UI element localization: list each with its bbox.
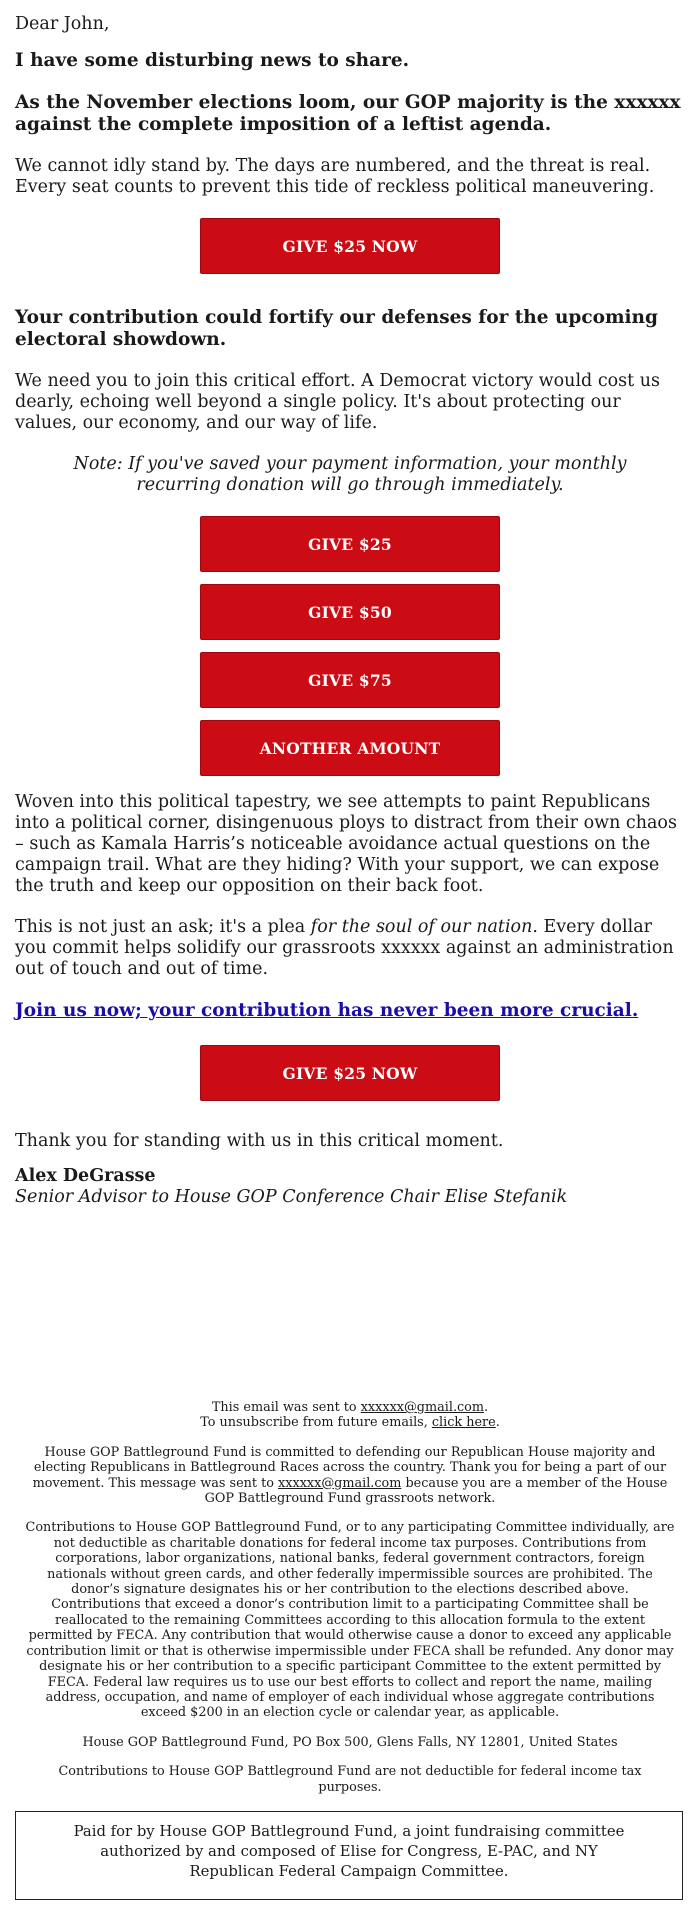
another-amount-button[interactable]: ANOTHER AMOUNT [200, 720, 500, 776]
about-fund-text [25, 1445, 675, 1507]
tax-deductible-note: Contributions to House GOP Battleground Fund are not deductible for federal income tax purposes. [58, 1764, 642, 1795]
signer-name: Alex DeGrasse [15, 1166, 156, 1186]
cta-paragraph [15, 1000, 685, 1022]
thank-you-text: Thank you for standing with us in this critical moment. [15, 1131, 504, 1151]
about-end: because you are a member of the House GOP Battleground Fund grassroots network. [204, 1475, 668, 1507]
paragraph-political-tapestry: Woven into this political tapestry, we see attempts to paint Republicans into a political corner, disingenuous ploys to distract from their own chaos – such as Kamala Harris’s noticeable avoidance actual questions on the campaign trail. What are they hiding? With your support, we can expose the truth and keep our opposition on their back foot. [15, 792, 677, 896]
paragraph-cannot-stand-by: We cannot idly stand by. The days are numbered, and the threat is real. Every seat counts to prevent this tide of reckless political maneuvering. [15, 156, 655, 197]
unsubscribe-prefix: To unsubscribe from future emails, [200, 1415, 432, 1431]
plea-text-end: . Every dollar you commit helps solidify our grassroots xxxxxx against an administration out of touch and out of time. [15, 917, 674, 979]
greeting: Dear John, [15, 14, 110, 34]
give-25-now-button-top[interactable]: GIVE $25 NOW [200, 218, 500, 274]
recipient-email-link[interactable]: xxxxxx@gmail.com [360, 1400, 485, 1415]
bottom-button-row [15, 1045, 685, 1101]
email-footer [25, 1400, 675, 1809]
signer-title: Senior Advisor to House GOP Conference Chair Elise Stefanik [15, 1187, 568, 1207]
legal-disclaimer: Contributions to House GOP Battleground Fund, or to any participating Committee individually, are not deductible as charitable donations for federal income tax purposes. Contributions from corporations, labor organizations, national banks, federal government contractors, foreign nationals without green cards, and other federally impermissible sources are prohibited. The donor’s signature designates his or her contribution to the elections described above. Contributions that exceed a donor’s contribution limit to a participating Committee shall be reallocated to the remaining Committees according to this allocation formula to the extent permitted by FECA. Any contribution that would otherwise cause a donor to exceed any applicable contribution limit or that is otherwise impermissible under FECA shall be refunded. Any donor may designate his or her contribution to a specific participant Committee to the extent permitted by FECA. Federal law requires us to use our best efforts to collect and report the name, mailing address, occupation, and name of employer of each individual whose aggregate contributions exceed $200 in an election cycle or calendar year, as applicable. [25, 1520, 675, 1721]
paid-for-disclaimer-box: Paid for by House GOP Battleground Fund, a joint fundraising committee authorized by and composed of Elise for Congress, E-PAC, and NY Republican Federal Campaign Committee. [15, 1811, 683, 1900]
sent-to-unsubscribe-block [25, 1400, 675, 1431]
paragraph-join-effort: We need you to join this critical effort. A Democrat victory would cost us dearly, echoing well beyond a single policy. It's about protecting our values, our economy, and our way of life. [15, 371, 660, 433]
headline-contribution: Your contribution could fortify our defenses for the upcoming electoral showdown. [15, 307, 658, 350]
unsubscribe-suffix: . [495, 1415, 500, 1431]
give-75-button[interactable]: GIVE $75 [200, 652, 500, 708]
give-25-now-button-bottom[interactable]: GIVE $25 NOW [200, 1045, 500, 1101]
give-50-button[interactable]: GIVE $50 [200, 584, 500, 640]
join-us-now-link[interactable]: Join us now; your contribution has never been more crucial. [15, 1000, 639, 1021]
paragraph-plea [15, 917, 685, 980]
plea-text-start: This is not just an ask; it's a plea [15, 917, 311, 937]
payment-note: Note: If you've saved your payment information, your monthly recurring donation will go through immediately. [73, 454, 627, 495]
unsubscribe-link[interactable]: click here [431, 1415, 496, 1431]
sent-to-prefix: This email was sent to [211, 1400, 361, 1415]
donation-buttons [15, 516, 685, 776]
top-button-row [15, 218, 685, 274]
sent-to-suffix: . [484, 1400, 489, 1415]
plea-text-emphasis: for the soul of our nation [310, 917, 533, 937]
give-25-button[interactable]: GIVE $25 [200, 516, 500, 572]
about-start: House GOP Battleground Fund is committed to defending our Republican House majority and electing Republicans in Battleground Races across the country. Thank you for being a part of our movement. This message was sent to [32, 1444, 667, 1491]
headline-elections: As the November elections loom, our GOP majority is the xxxxxx against the complete imposition of a leftist agenda. [15, 92, 681, 135]
headline-disturbing-news: I have some disturbing news to share. [15, 50, 410, 71]
mailing-address: House GOP Battleground Fund, PO Box 500, Glens Falls, NY 12801, United States [82, 1734, 618, 1750]
about-email-link[interactable]: xxxxxx@gmail.com [278, 1475, 402, 1491]
